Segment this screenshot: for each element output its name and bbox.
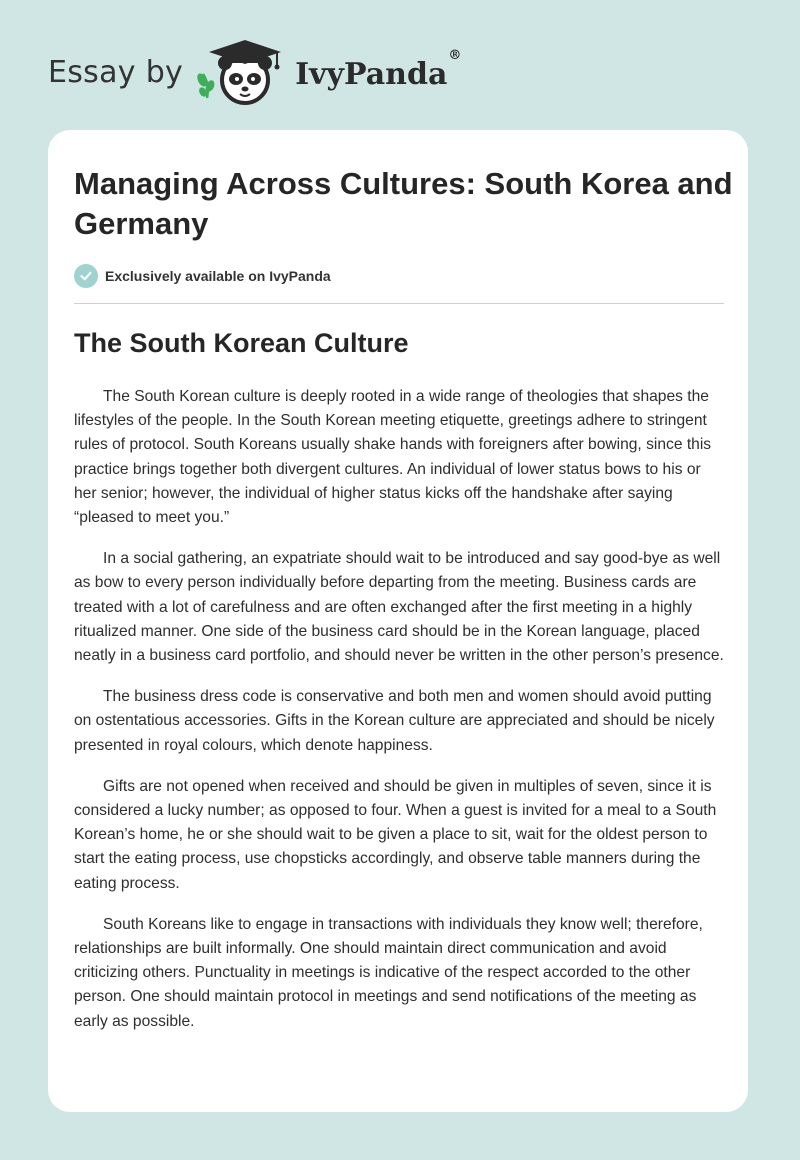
- paragraph: The business dress code is conservative and both men and women should avoid putting on ostentatious accessories. Gifts in the Korean culture are appreciated and should be nicely presented in royal colours, which denote happiness.: [74, 688, 715, 754]
- paragraph: Gifts are not opened when received and should be given in multiples of seven, since it is considered a lucky number; as opposed to four. When a guest is invited for a meal to a South Korean’s home, he or she should wait to be given a place to sit, wait for the oldest person to start the eating process, use chopsticks accordingly, and observe table manners during the eating process.: [74, 777, 717, 892]
- brand-text: IvyPanda: [295, 56, 448, 92]
- section-heading: The South Korean Culture: [74, 328, 409, 358]
- essay-by-label: Essay by: [48, 54, 184, 90]
- check-circle-icon: [74, 264, 98, 288]
- exclusive-badge-label: Exclusively available on IvyPanda: [105, 268, 331, 284]
- paragraph: South Koreans like to engage in transactions with individuals they know well; therefore, relationships are built informally. One should maintain direct communication and avoid criticizing others. Punctuality in meetings is indicative of the respect accorded to the other person. One should maintain protocol in meetings and send notifications of the meeting as early as possible.: [74, 915, 703, 1030]
- title-divider: [74, 303, 724, 304]
- paragraph: In a social gathering, an expatriate should wait to be introduced and say good-bye as well as bow to every person individually before departing from the meeting. Business cards are treated with a lot of carefulness and are often exchanged after the first meeting in a highly ritualized manner. One side of the business card should be in the Korean language, placed neatly in a business card portfolio, and should never be written in the other person’s presence.: [74, 550, 724, 665]
- paragraph: The South Korean culture is deeply rooted in a wide range of theologies that shapes the lifestyles of the people. In the South Korean meeting etiquette, greetings adhere to stringent rules of protocol. South Koreans usually shake hands with foreigners after bowing, since this practice brings together both divergent cultures. An individual of lower status bows to his or her senior; however, the individual of higher status kicks off the handshake after saying “pleased to meet you.”: [74, 388, 712, 527]
- exclusive-badge: [74, 263, 331, 289]
- article-body: [74, 385, 726, 1051]
- article-title: Managing Across Cultures: South Korea and Germany: [74, 166, 733, 241]
- registered-mark: ®: [448, 47, 462, 63]
- article-card: [48, 130, 748, 1112]
- brand-name[interactable]: [295, 47, 462, 92]
- site-header: [48, 36, 461, 108]
- panda-logo-icon[interactable]: [197, 36, 289, 108]
